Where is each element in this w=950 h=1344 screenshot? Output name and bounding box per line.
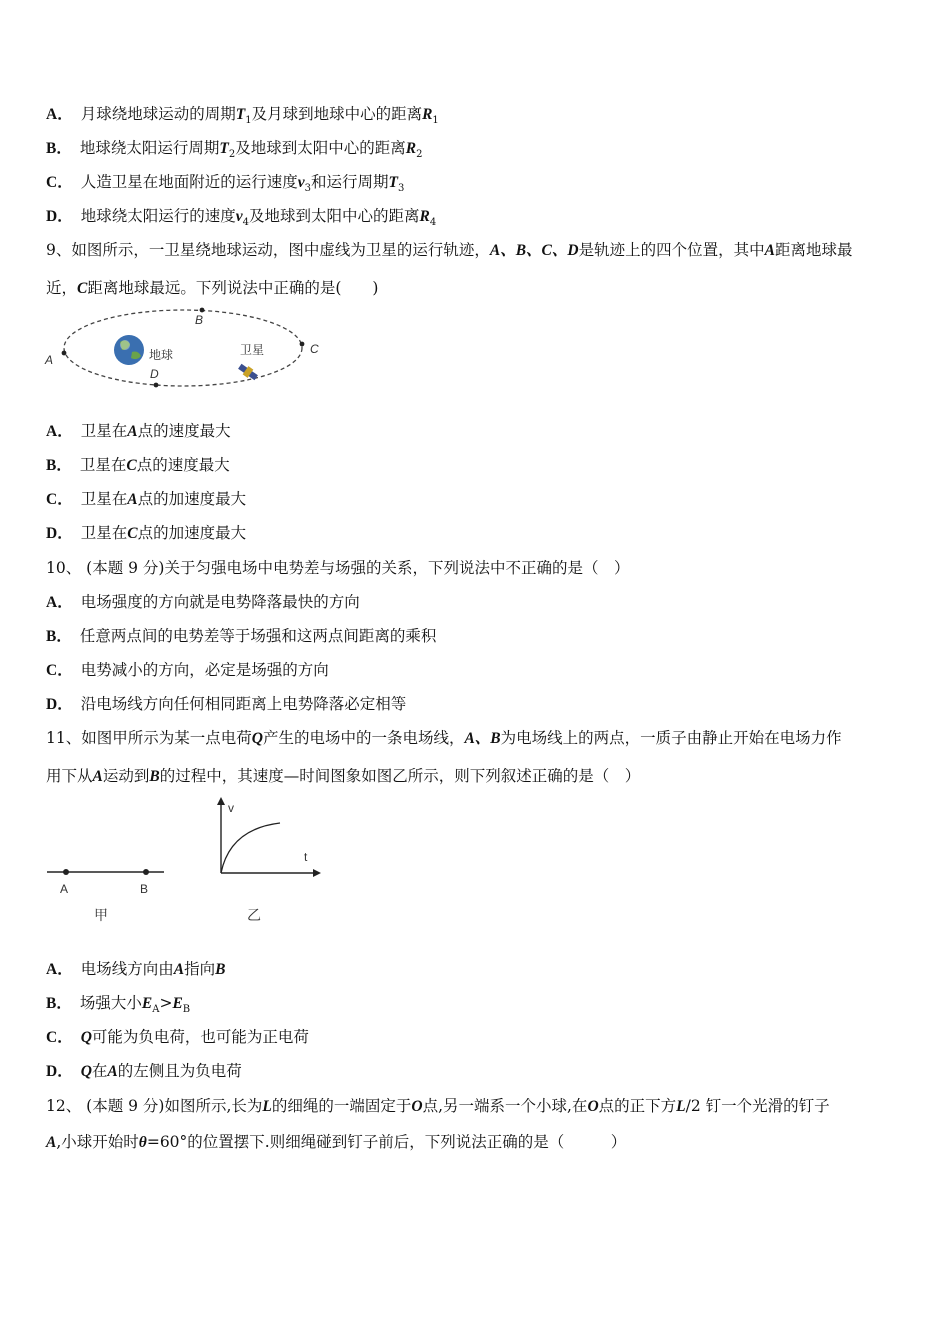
q11-option-d: D． Q在A的左侧且为负电荷 xyxy=(46,1062,242,1080)
q9-stem-line2: 近，C距离地球最远。下列说法中正确的是( ) xyxy=(46,279,379,297)
q10-option-d: D． 沿电场线方向任何相同距离上电势降落必定相等 xyxy=(46,695,407,713)
label-d: D xyxy=(150,367,159,381)
caption-yi: 乙 xyxy=(247,907,261,923)
q11-stem-line1: 11、如图甲所示为某一点电荷Q产生的电场中的一条电场线，A、B为电场线上的两点，一质子由静止开始在电场力作 xyxy=(46,729,842,747)
q11-option-b: B． 场强大小$E_A>E_B$ xyxy=(46,994,191,1016)
q11-stem-line2: 用下从A运动到B的过程中，其速度—时间图象如图乙所示，则下列叙述正确的是（ ） xyxy=(46,767,641,785)
q10-option-c: C． 电势减小的方向，必定是场强的方向 xyxy=(46,661,329,679)
velocity-curve xyxy=(221,823,280,873)
point-a xyxy=(62,351,67,356)
q9-orbit-figure xyxy=(40,302,340,394)
q8-option-a: A． 月球绕地球运动的周期$T_1$及月球到地球中心的距离$R_1$ xyxy=(46,105,439,127)
satellite-label: 卫星 xyxy=(240,343,265,357)
label-a: A xyxy=(60,882,69,896)
q9-option-c: C． 卫星在A点的加速度最大 xyxy=(46,490,247,508)
point-b xyxy=(200,308,205,313)
q9-stem-line1: 9、如图所示，一卫星绕地球运动，图中虚线为卫星的运行轨迹，A、B、C、D是轨迹上的四个位置，其中A距离地球最 xyxy=(46,241,853,259)
q9-option-b: B． 卫星在C点的速度最大 xyxy=(46,456,230,474)
point-a xyxy=(63,869,69,875)
label-c: C xyxy=(310,342,319,356)
earth-icon xyxy=(114,335,144,365)
q11-option-a: A． 电场线方向由A指向B xyxy=(46,960,226,978)
q9-option-d: D． 卫星在C点的加速度最大 xyxy=(46,524,247,542)
earth-label: 地球 xyxy=(149,348,174,362)
label-a: A xyxy=(45,353,54,367)
point-d xyxy=(154,383,159,388)
q11-option-c: C． Q可能为负电荷，也可能为正电荷 xyxy=(46,1028,309,1046)
point-b xyxy=(143,869,149,875)
orbit-path xyxy=(64,310,302,386)
q8-option-b: B． 地球绕太阳运行周期$T_2$及地球到太阳中心的距离$R_2$ xyxy=(46,139,423,161)
axis-t-label: t xyxy=(304,850,308,864)
q8-option-d: D． 地球绕太阳运行的速度$v_4$及地球到太阳中心的距离$R_4$ xyxy=(46,207,437,229)
label-b: B xyxy=(140,882,149,896)
caption-jia: 甲 xyxy=(94,907,108,923)
q10-option-b: B． 任意两点间的电势差等于场强和这两点间距离的乘积 xyxy=(46,627,437,645)
figure-jia xyxy=(47,869,164,923)
q12-stem-line2: A,小球开始时θ=60°的位置摆下.则细绳碰到钉子前后，下列说法正确的是（ ） xyxy=(46,1133,627,1151)
q11-figures xyxy=(40,795,340,930)
q8-option-c: C． 人造卫星在地面附近的运行速度$v_3$和运行周期$T_3$ xyxy=(46,173,405,195)
q9-option-a: A． 卫星在A点的速度最大 xyxy=(46,422,231,440)
axis-v-label: v xyxy=(228,801,234,815)
t-axis-arrow-icon xyxy=(313,869,321,877)
q12-stem-line1: 12、 (本题 9 分)如图所示,长为L的细绳的一端固定于O点,另一端系一个小球,在O点的正下方L/2 钉一个光滑的钉子 xyxy=(46,1097,830,1115)
q10-stem: 10、 (本题 9 分)关于匀强电场中电势差与场强的关系，下列说法中不正确的是（ ） xyxy=(46,559,630,577)
point-c xyxy=(300,342,305,347)
label-b: B xyxy=(195,313,204,327)
q10-option-a: A． 电场强度的方向就是电势降落最快的方向 xyxy=(46,593,360,611)
v-axis-arrow-icon xyxy=(217,797,225,805)
figure-yi xyxy=(217,797,321,923)
satellite-icon xyxy=(237,362,259,382)
